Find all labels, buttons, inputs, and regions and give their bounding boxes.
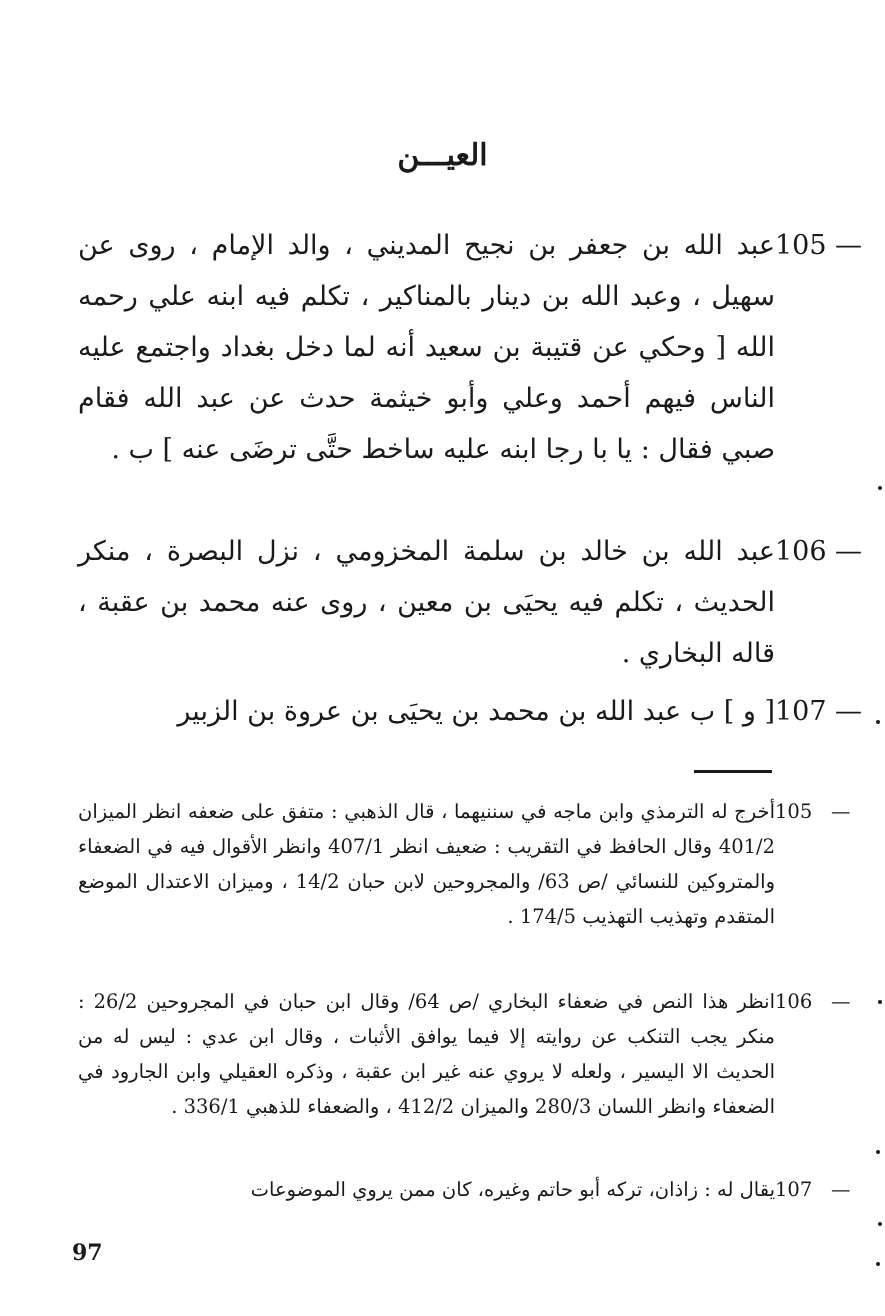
- entry-105: [78, 220, 862, 475]
- entry-text: عبد الله بن خالد بن سلمة المخزومي ، نزل البصرة ، منكر الحديث ، تكلم فيه يحيَى بن معين ، روى عنه محمد بن عقبة ، قاله البخاري .: [78, 536, 775, 669]
- scan-speck: [878, 1222, 882, 1226]
- entry-text: [ و ] ب عبد الله بن محمد بن يحيَى بن عروة بن الزبير: [177, 696, 775, 727]
- scan-speck: [878, 1000, 882, 1004]
- entry-107: [78, 686, 862, 737]
- scan-speck: [876, 1150, 880, 1154]
- footnote-separator: [694, 770, 772, 773]
- footnote-number: 107 —: [775, 1178, 851, 1201]
- footnote-number: 105 —: [775, 800, 851, 823]
- footnote-106: [78, 984, 851, 1124]
- scan-speck: [876, 720, 880, 724]
- entry-text: عبد الله بن جعفر بن نجيح المديني ، والد الإمام ، روى عن سهيل ، وعبد الله بن دينار بالمناكير ، تكلم فيه ابنه علي رحمه الله [ وحكي عن قتيبة بن سعيد أنه لما دخل بغداد واجتمع عليه الناس فيهم أحمد وعلي وأبو خيثمة حدث عن عبد الله فقام صبي فقال : يا با رجا ابنه عليه ساخط حتَّى ترضَى عنه ] ب .: [78, 230, 775, 465]
- entry-106: [78, 526, 862, 679]
- entry-number: 107 —: [775, 696, 862, 727]
- section-heading: العيـــن: [397, 138, 488, 173]
- footnote-text: انظر هذا النص في ضعفاء البخاري /ص 64/ وقال ابن حبان في المجروحين 26/2 : منكر يجب التنكب عن روايته إلا فيما يوافق الأثبات ، وقال ابن عدي : ليس له من الحديث الا اليسير ، ولعله لا يروي عنه غير ابن عقبة ، وذكره العقيلي وابن الجارود في الضعفاء وانظر اللسان 280/3 والميزان 412/2 ، والضعفاء للذهبي 336/1 .: [78, 990, 775, 1118]
- scan-speck: [876, 1262, 880, 1266]
- footnote-number: 106 —: [775, 990, 851, 1013]
- entry-number: 105 —: [775, 230, 862, 261]
- footnote-text: يقال له : زاذان، تركه أبو حاتم وغيره، كان ممن يروي الموضوعات: [250, 1178, 775, 1201]
- scan-speck: [878, 486, 882, 490]
- entry-number: 106 —: [775, 536, 862, 567]
- footnote-105: [78, 794, 851, 934]
- footnote-text: أخرج له الترمذي وابن ماجه في سننيهما ، قال الذهبي : متفق على ضعفه انظر الميزان 401/2 وقال الحافظ في التقريب : ضعيف انظر 407/1 وانظر الأقوال فيه في الضعفاء والمتروكين للنسائي /ص 63/ والمجروحين لابن حبان 14/2 ، وميزان الاعتدال الموضع المتقدم وتهذيب التهذيب 174/5 .: [78, 800, 775, 928]
- footnote-107: [78, 1172, 851, 1207]
- page-number: 97: [72, 1240, 103, 1266]
